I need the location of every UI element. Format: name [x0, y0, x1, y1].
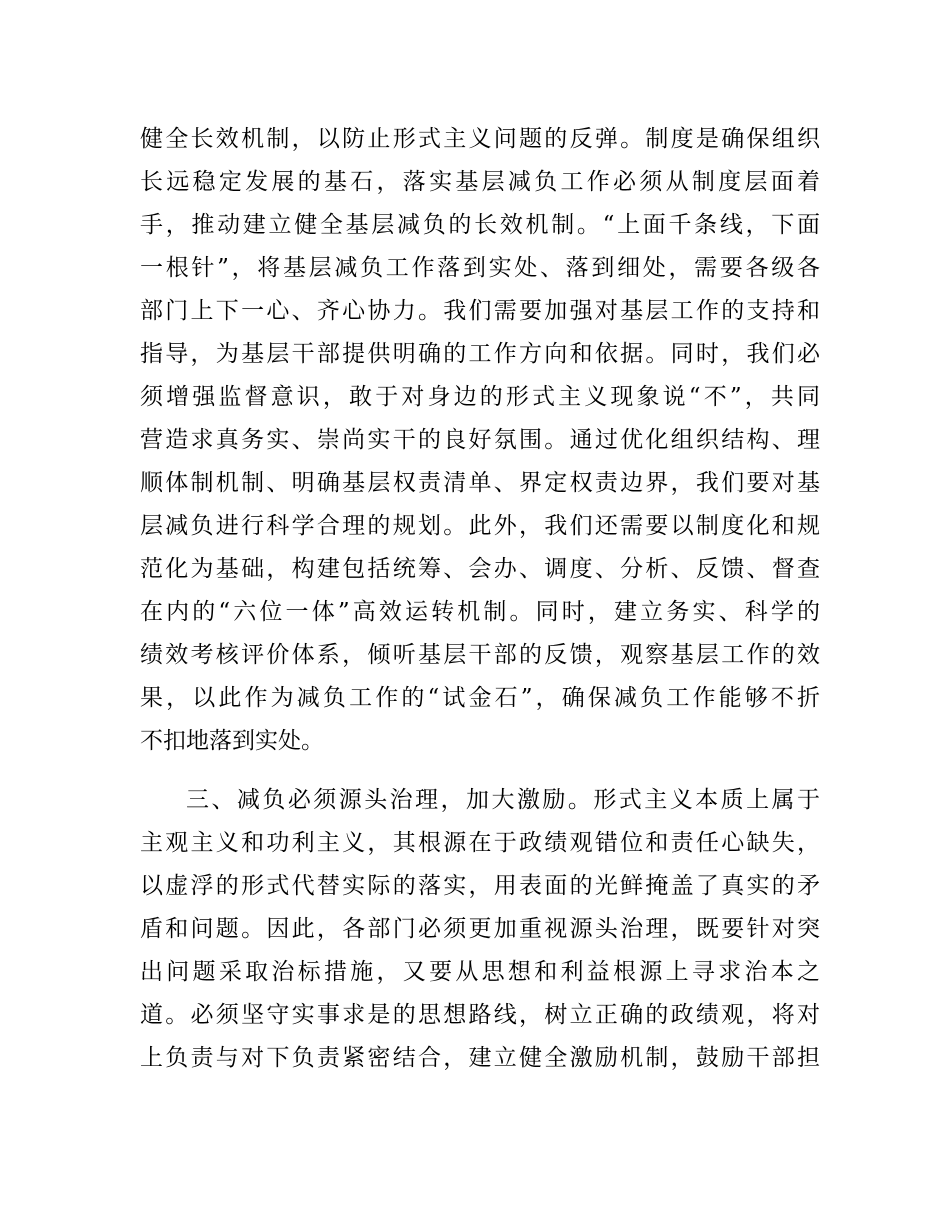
paragraph-line: 果，以此作为减负工作的“试金石”，确保减负工作能够不折: [140, 685, 820, 711]
paragraph-line: 手，推动建立健全基层减负的长效机制。“上面千条线，下面: [140, 212, 820, 238]
paragraph-line: 不扣地落到实处。: [140, 728, 324, 754]
paragraph-line: 一根针”，将基层减负工作落到实处、落到细处，需要各级各: [140, 255, 820, 281]
paragraph-line: 以虚浮的形式代替实际的落实，用表面的光鲜掩盖了真实的矛: [140, 873, 820, 899]
paragraph-line: 出问题采取治标措施，又要从思想和利益根源上寻求治本之: [140, 959, 820, 985]
paragraph-spacer: [140, 763, 820, 779]
paragraph-line: 盾和问题。因此，各部门必须更加重视源头治理，既要针对突: [140, 916, 820, 942]
paragraph-line: 主观主义和功利主义，其根源在于政绩观错位和责任心缺失，: [140, 830, 820, 856]
paragraph-line: 绩效考核评价体系，倾听基层干部的反馈，观察基层工作的效: [140, 642, 820, 668]
document-body: [140, 118, 820, 1080]
paragraph-line: 三、减负必须源头治理，加大激励。形式主义本质上属于: [186, 787, 820, 813]
paragraph-line: 上负责与对下负责紧密结合，建立健全激励机制，鼓励干部担: [140, 1045, 820, 1071]
paragraph-line: 须增强监督意识，敢于对身边的形式主义现象说“不”，共同: [140, 384, 820, 410]
paragraph-line: 顺体制机制、明确基层权责清单、界定权责边界，我们要对基: [140, 470, 820, 496]
paragraph-line: 长远稳定发展的基石，落实基层减负工作必须从制度层面着: [140, 169, 820, 195]
paragraph-line: 指导，为基层干部提供明确的工作方向和依据。同时，我们必: [140, 341, 820, 367]
paragraph-line: 层减负进行科学合理的规划。此外，我们还需要以制度化和规: [140, 513, 820, 539]
paragraph-line: 道。必须坚守实事求是的思想路线，树立正确的政绩观，将对: [140, 1002, 820, 1028]
paragraph-line: 健全长效机制，以防止形式主义问题的反弹。制度是确保组织: [140, 126, 820, 152]
paragraph-line: 营造求真务实、崇尚实干的良好氛围。通过优化组织结构、理: [140, 427, 820, 453]
paragraph-line: 在内的“六位一体”高效运转机制。同时，建立务实、科学的: [140, 599, 820, 625]
paragraph-line: 部门上下一心、齐心协力。我们需要加强对基层工作的支持和: [140, 298, 820, 324]
paragraph-2: [140, 779, 820, 1080]
paragraph-1: [140, 118, 820, 763]
paragraph-line: 范化为基础，构建包括统筹、会办、调度、分析、反馈、督查: [140, 556, 820, 582]
